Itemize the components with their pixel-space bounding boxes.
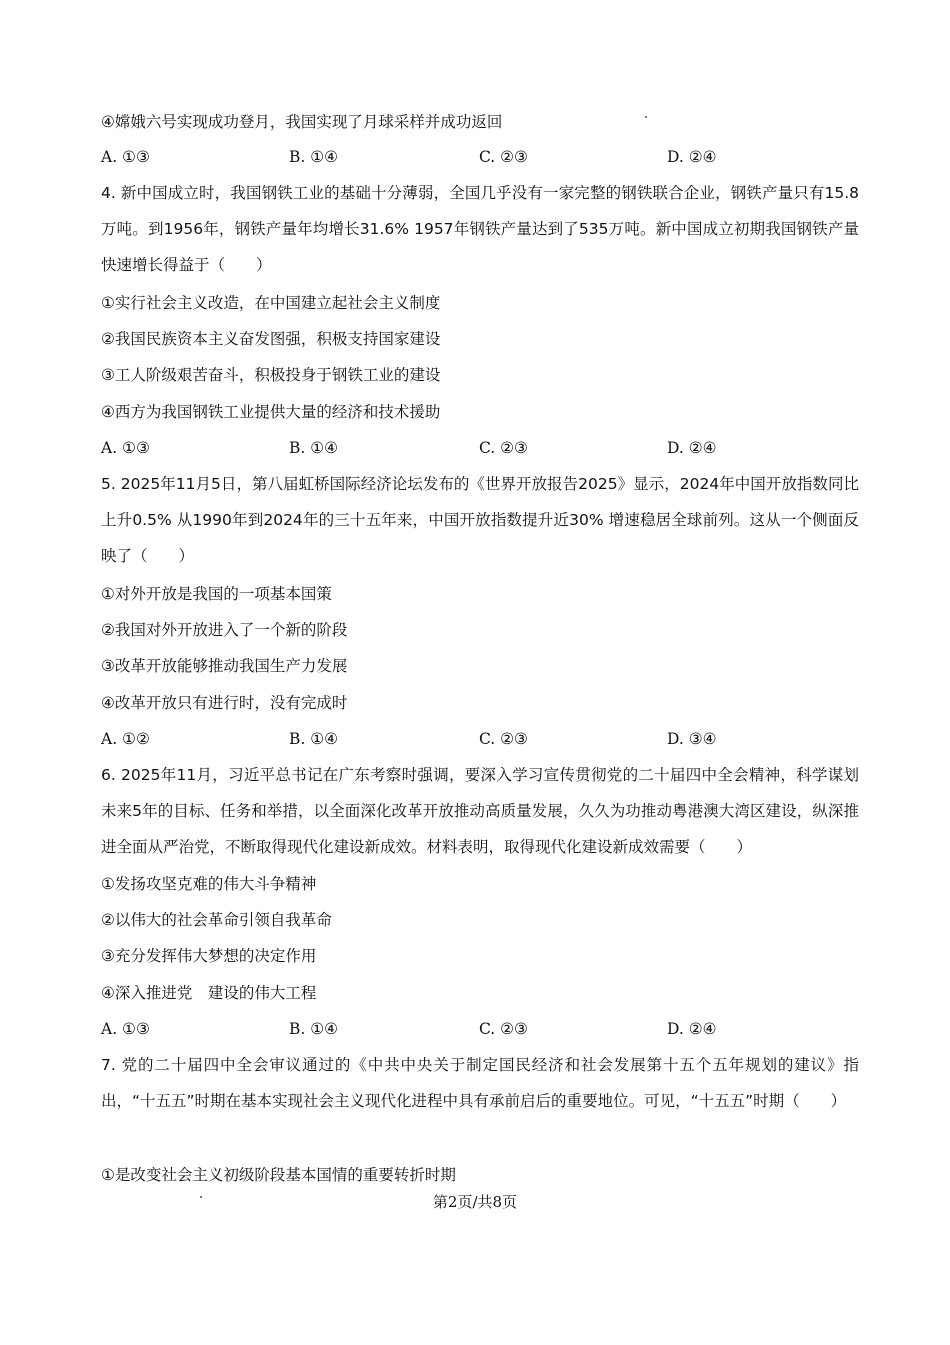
q3-option-d[interactable]: D. ②④ (667, 148, 717, 166)
q6-options (101, 1019, 861, 1039)
q4-option-d[interactable]: D. ②④ (667, 439, 717, 457)
page-footer: 第2页/共8页 (432, 1193, 518, 1211)
q4-options (101, 438, 861, 458)
q7-stem: 7. 党的二十届四中全会审议通过的《中共中央关于制定国民经济和社会发展第十五个五年规划的建议》指出，“十五五”时期在基本实现社会主义现代化进程中具有承前启后的重要地位。可见，“十五五”时期（ ） (101, 1056, 859, 1110)
q6-option-d[interactable]: D. ②④ (667, 1020, 717, 1038)
q4-item-4: ④西方为我国钢铁工业提供大量的经济和技术援助 (101, 403, 441, 421)
q3-option-c[interactable]: C. ②③ (479, 148, 528, 166)
q4-item-1: ①实行社会主义改造，在中国建立起社会主义制度 (101, 294, 441, 312)
q4-option-b[interactable]: B. ①④ (289, 439, 339, 457)
q4-stem: 4. 新中国成立时，我国钢铁工业的基础十分薄弱，全国几乎没有一家完整的钢铁联合企业，钢铁产量只有15.8万吨。到1956年，钢铁产量年均增长31.6% 1957年钢铁产量达到了535万吨。新中国成立初期我国钢铁产量快速增长得益于（ ） (101, 184, 859, 274)
q7-item-1: ①是改变社会主义初级阶段基本国情的重要转折时期 (101, 1166, 456, 1184)
q5-stem: 5. 2025年11月5日，第八届虹桥国际经济论坛发布的《世界开放报告2025》显示，2024年中国开放指数同比上升0.5% 从1990年到2024年的三十五年来，中国开放指数提升近30% 增速稳居全球前列。这从一个侧面反映了（ ） (101, 475, 859, 565)
q6-stem: 6. 2025年11月，习近平总书记在广东考察时强调，要深入学习宣传贯彻党的二十届四中全会精神，科学谋划未来5年的目标、任务和举措，以全面深化改革开放推动高质量发展，久久为功推动粤港澳大湾区建设，纵深推进全面从严治党，不断取得现代化建设新成效。材料表明，取得现代化建设新成效需要（ ） (101, 766, 859, 856)
q5-option-d[interactable]: D. ③④ (667, 730, 717, 748)
q5-option-a[interactable]: A. ①② (101, 730, 150, 748)
dot-mark (645, 116, 647, 118)
q5-options (101, 729, 861, 749)
q3-option-b[interactable]: B. ①④ (289, 148, 339, 166)
q5-item-2: ②我国对外开放进入了一个新的阶段 (101, 621, 348, 639)
q4-item-2: ②我国民族资本主义奋发图强，积极支持国家建设 (101, 330, 441, 348)
q4-option-c[interactable]: C. ②③ (479, 439, 528, 457)
q4-item-3: ③工人阶级艰苦奋斗，积极投身于钢铁工业的建设 (101, 366, 441, 384)
q6-option-a[interactable]: A. ①③ (101, 1020, 150, 1038)
q5-item-3: ③改革开放能够推动我国生产力发展 (101, 657, 348, 675)
q3-item-4: ④嫦娥六号实现成功登月，我国实现了月球采样并成功返回 (101, 113, 503, 131)
q3-option-a[interactable]: A. ①③ (101, 148, 150, 166)
q3-options (101, 147, 861, 167)
q6-item-3: ③充分发挥伟大梦想的决定作用 (101, 947, 317, 965)
q5-option-c[interactable]: C. ②③ (479, 730, 528, 748)
q6-option-b[interactable]: B. ①④ (289, 1020, 339, 1038)
q6-item-4: ④深入推进党 建设的伟大工程 (101, 984, 317, 1002)
q4-option-a[interactable]: A. ①③ (101, 439, 150, 457)
q5-item-4: ④改革开放只有进行时，没有完成时 (101, 694, 348, 712)
q6-item-2: ②以伟大的社会革命引领自我革命 (101, 911, 332, 929)
q5-item-1: ①对外开放是我国的一项基本国策 (101, 585, 332, 603)
q6-option-c[interactable]: C. ②③ (479, 1020, 528, 1038)
q6-item-1: ①发扬攻坚克难的伟大斗争精神 (101, 875, 317, 893)
q5-option-b[interactable]: B. ①④ (289, 730, 339, 748)
